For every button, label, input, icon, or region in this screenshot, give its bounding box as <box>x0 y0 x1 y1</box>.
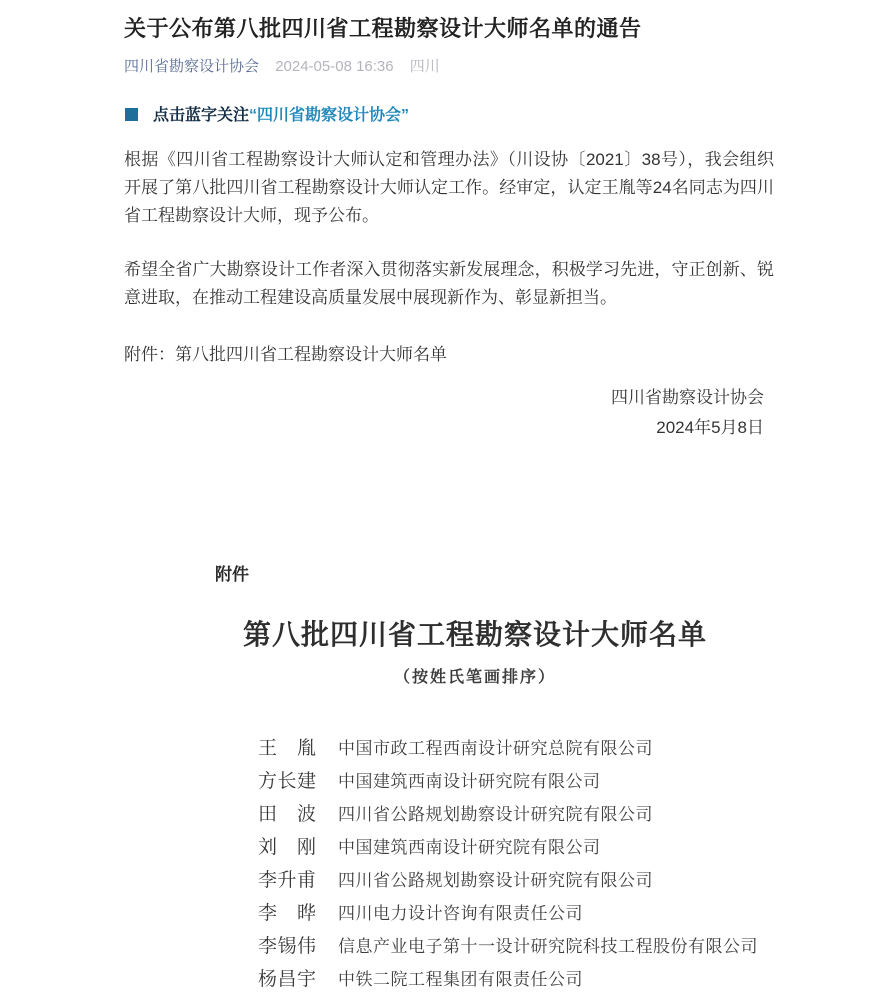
page-title: 关于公布第八批四川省工程勘察设计大师名单的通告 <box>124 16 642 41</box>
follow-banner-prefix: 点击蓝字关注 <box>153 107 250 124</box>
master-company: 四川省公路规划勘察设计研究院有限公司 <box>338 805 653 824</box>
follow-account-link[interactable]: “四川省勘察设计协会” <box>249 107 410 124</box>
master-name: 杨昌宇 <box>258 969 316 990</box>
attachment-reference-line: 附件：第八批四川省工程勘察设计大师名单 <box>124 345 447 364</box>
article-meta <box>124 57 764 77</box>
blue-square-icon <box>125 108 138 121</box>
master-name: 李晔 <box>258 903 316 924</box>
master-row <box>258 895 778 928</box>
master-name: 李锡伟 <box>258 936 316 957</box>
master-company: 中国建筑西南设计研究院有限公司 <box>338 838 601 857</box>
master-company: 四川省公路规划勘察设计研究院有限公司 <box>338 871 653 890</box>
master-row <box>258 796 778 829</box>
master-name: 王胤 <box>258 738 316 759</box>
attachment-subtitle: （按姓氏笔画排序） <box>393 669 556 686</box>
follow-banner <box>125 105 765 127</box>
master-company: 中国市政工程西南设计研究总院有限公司 <box>338 739 653 758</box>
master-row <box>258 961 778 994</box>
master-company: 四川电力设计咨询有限责任公司 <box>338 904 583 923</box>
master-row <box>258 829 778 862</box>
signature-date: 2024年5月8日 <box>656 418 764 437</box>
region-label: 四川 <box>409 58 440 75</box>
paragraph-2: 希望全省广大勘察设计工作者深入贯彻落实新发展理念，积极学习先进，守正创新、锐意进取，在推动工程建设高质量发展中展现新作为、彰显新担当。 <box>124 260 774 307</box>
master-name: 方长建 <box>258 771 316 792</box>
master-name: 田波 <box>258 804 316 825</box>
attachment-document <box>186 618 764 687</box>
paragraph-1: 根据《四川省工程勘察设计大师认定和管理办法》（川设协〔2021〕38号），我会组织开展了第八批四川省工程勘察设计大师认定工作。经审定，认定王胤等24名同志为四川省工程勘察设计大师，现予公布。 <box>124 150 774 225</box>
masters-list <box>258 730 778 994</box>
master-row <box>258 862 778 895</box>
master-name: 刘刚 <box>258 837 316 858</box>
publish-time: 2024-05-08 16:36 <box>275 58 394 75</box>
signature-org: 四川省勘察设计协会 <box>611 388 764 407</box>
attachment-label: 附件 <box>215 565 249 584</box>
attachment-title: 第八批四川省工程勘察设计大师名单 <box>242 620 707 651</box>
master-company: 中铁二院工程集团有限责任公司 <box>338 970 583 989</box>
follow-banner-text <box>153 105 409 127</box>
master-row <box>258 928 778 961</box>
master-company: 中国建筑西南设计研究院有限公司 <box>338 772 601 791</box>
account-name-link[interactable]: 四川省勘察设计协会 <box>124 58 260 75</box>
master-name: 李升甫 <box>258 870 316 891</box>
master-row <box>258 730 778 763</box>
signature-block <box>124 383 764 443</box>
master-row <box>258 763 778 796</box>
master-company: 信息产业电子第十一设计研究院科技工程股份有限公司 <box>338 937 758 956</box>
